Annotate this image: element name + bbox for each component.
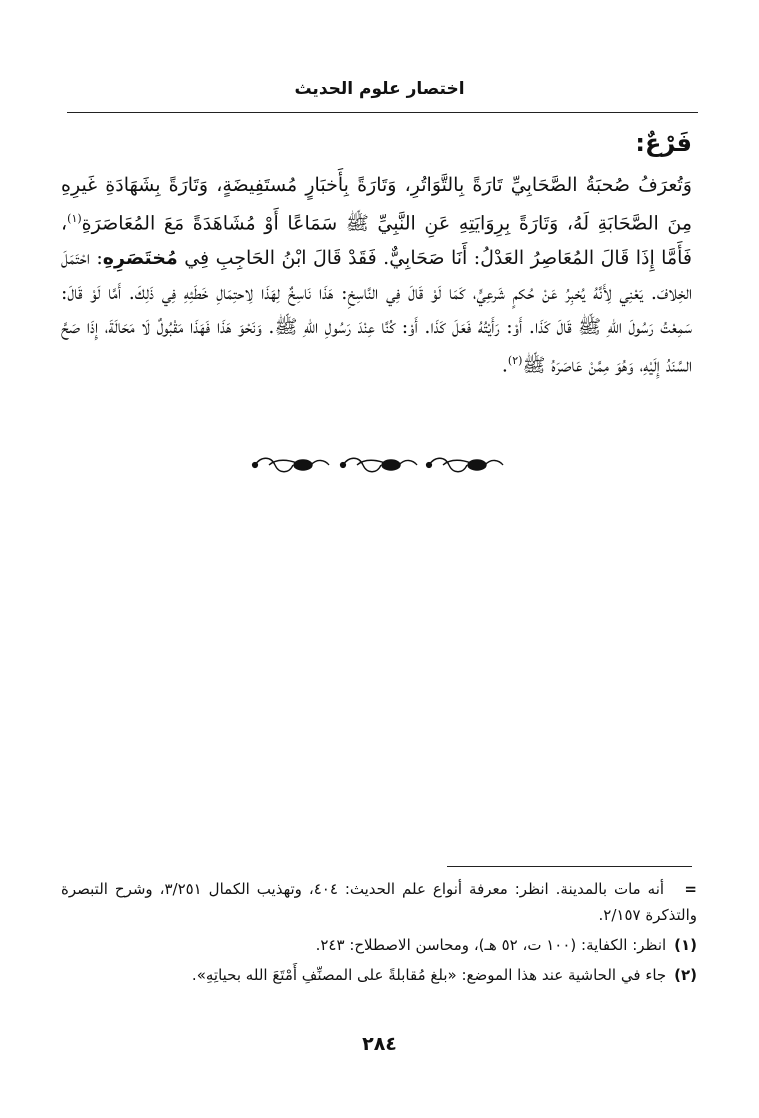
footnote-continuation [61,876,697,928]
footnote-2 [61,962,697,988]
header-rule [67,112,698,113]
footnote-text: جاء في الحاشية عند هذا الموضع: «بلغ مُقابلةً على المصنِّفِ أَمْتَعَ الله بحياتِهِ». [191,966,667,984]
running-head-title: اختصار علوم الحديث [294,79,465,99]
footnote-mark: (١) [674,936,697,954]
body-text-part-4: : احْتَمَلَ الخِلافَ. يَعْنِي لِأَنَّهُ يُخبِرُ عَنْ حُكمٍ شَرعِيٍّ، كَمَا لَوْ قَالَ فِي النَّاسِخِ: هَذَا نَاسِخٌ لِهَذَا لِاحتِمَالِ خَطَئِهِ فِي ذَلِكَ. أَمَّا لَوْ قَالَ: سَمِعْتُ رَسُولَ اللهِ ﷺ قَالَ كَذَا. أَوْ: رَأَيْتُهُ فَعَلَ كَذَا. أَوْ: كُنَّا عِنْدَ رَسُولِ اللهِ ﷺ. وَنَحْوَ هَذَا فَهَذَا مَقْبُولٌ لَا مَحَالَةَ، إِذَا صَحَّ السَّنَدُ إِلَيْهِ، وَهُوَ مِمَّنْ عَاصَرَهُ ﷺ [61,247,692,377]
main-body-paragraph [61,168,692,383]
footnote-text: انظر: الكفاية: (١٠٠ ت، ٥٢ هـ)، ومحاسن الاصطلاح: ٢٤٣. [315,936,667,954]
ornament-unit-left [253,458,329,472]
footnote-text: أنه مات بالمدينة. انظر: معرفة أنواع علم الحديث: ٤٠٤، وتهذيب الكمال ٣/٢٥١، وشرح التبصرة والتذكرة ٢/١٥٧. [61,880,697,924]
footnotes-block [61,876,697,992]
ornament-divider [249,452,509,478]
book-title-mukhtasar: مُختَصَرِهِ [102,247,178,270]
footnote-ref-1[interactable]: (١) [67,212,82,226]
body-text-part-1: وَتُعرَفُ صُحبَةُ الصَّحَابِيِّ تَارَةً بِالتَّوَاتُرِ، وَتَارَةً بِأَخبَارٍ مُستَفِيضَةٍ، وَتَارَةً بِشَهَادَةِ غَيرِهِ مِنَ الصَّحَابَةِ لَهُ، وَتَارَةً بِرِوَايَتِهِ عَنِ النَّبِيِّ ﷺ سَمَاعًا أَوْ مُشَاهَدَةً مَعَ المُعَاصَرَةِ [61,174,692,235]
body-text-part-5: . [501,354,508,377]
ornament-unit-right [427,458,503,472]
footnote-mark: = [684,880,697,898]
footnote-ref-2[interactable]: (٢) [507,354,523,368]
page-number: ٢٨٤ [362,1033,397,1055]
footnote-mark: (٢) [674,966,697,984]
footnote-rule [447,866,692,867]
ornament-unit-center [341,458,417,472]
body-text-part-2: ، فَأَمَّا إِذَا قَالَ المُعَاصِرُ العَدْلُ: أَنَا صَحَابِيٌّ. فَقَدْ قَالَ ابْنُ الحَاجِبِ فِي [61,212,693,270]
section-heading: فَرْعٌ: [635,129,692,157]
footnote-1 [61,932,697,958]
